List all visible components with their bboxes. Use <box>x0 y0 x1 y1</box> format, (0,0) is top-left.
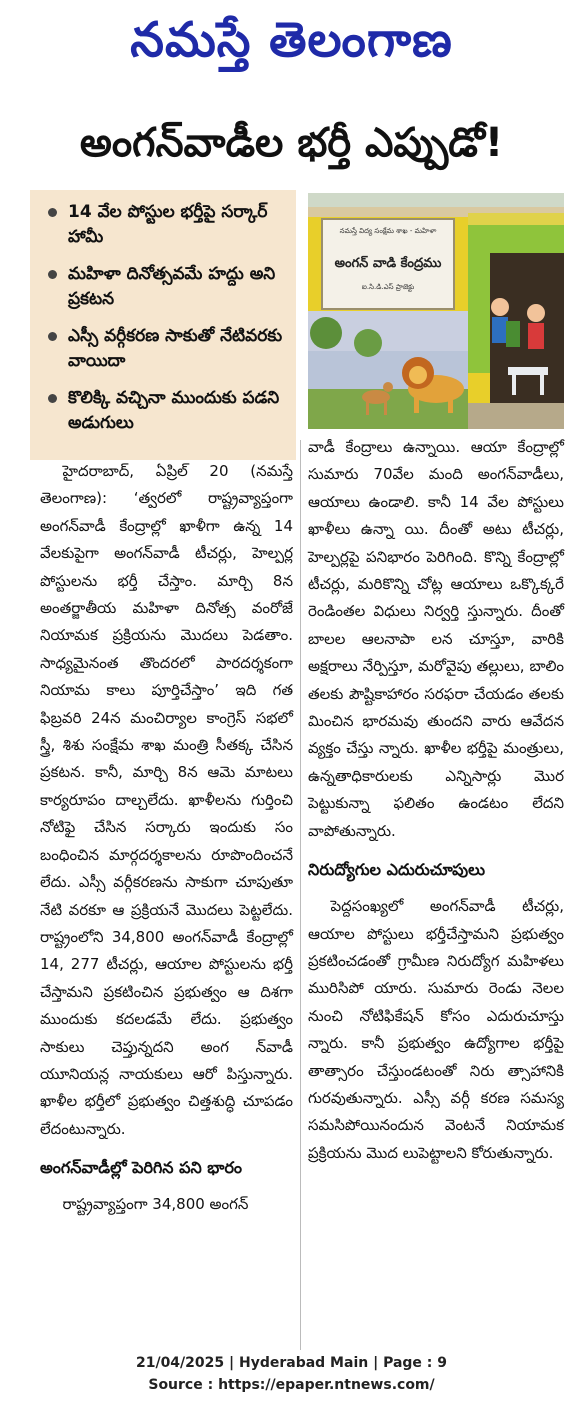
article-paragraph: పెద్దసంఖ్యలో అంగన్‌వాడీ టీచర్లు, ఆయాల పోస్టులు భర్తీచేస్తామని ప్రభుత్వం ప్రకటించడంతో గ్రామీణ నిరుద్యోగ మహిళలు మురిసిపో యారు. సుమారు రెండు నెలల నుంచి నోటిఫికేషన్‌ కోసం ఎదురుచూస్తు న్నారు. కానీ ప్రభుత్వం ఉద్యోగాల భర్తీపై తాత్సారం చేస్తుండటంతో నిరు త్సాహానికి గురవుతున్నారు. ఎస్సీ వర్గీ కరణ సమస్య సమసిపోయినందున వెంటనే నియామక ప్రక్రియను మొద లుపెట్టాలని కోరుతున్నారు. <box>308 897 564 1162</box>
highlight-item: కొలిక్కి వచ్చినా ముందుకు పడని అడుగులు <box>46 386 286 436</box>
anganwadi-photo <box>308 193 564 429</box>
highlight-item: మహిళా దినోత్సవమే హద్దు అని ప్రకటన <box>46 262 286 312</box>
article-left-column <box>40 458 293 1219</box>
sign-top-text: నమస్తే విద్య సంక్షేమ శాఖ - మహిళా <box>339 227 437 235</box>
article-paragraph: రాష్ట్రవ్యాప్తంగా 34,800 అంగన్‌ <box>62 1195 249 1214</box>
newspaper-name: నమస్తే తెలంగాణ <box>130 12 453 68</box>
masthead <box>0 0 583 92</box>
highlight-item: 14 వేల పోస్టుల భర్తీపై సర్కార్‌ హామీ <box>46 200 286 250</box>
highlight-item: ఎస్సీ వర్గీకరణ సాకుతో నేటివరకు వాయిదా <box>46 324 286 374</box>
section-subheading: నిరుద్యోగుల ఎదురుచూపులు <box>308 860 486 880</box>
footer <box>0 1352 583 1396</box>
bullet-icon <box>48 208 57 217</box>
headline-text: అంగన్‌వాడీల భర్తీ ఎప్పుడో! <box>79 120 504 166</box>
article-right-column <box>308 434 564 1167</box>
bullet-icon <box>48 332 57 341</box>
article-paragraph: వాడీ కేంద్రాలు ఉన్నాయి. ఆయా కేంద్రాల్లో సుమారు 70వేల మంది అంగన్‌వాడీలు, ఆయాలు ఉండాలి. కానీ 14 వేల పోస్టులు ఖాళీలు ఉన్నా యి. దీంతో అటు టీచర్లు, హెల్పర్లపై పనిభారం పెరిగింది. కొన్ని కేంద్రాల్లో టీచర్లు, మరికొన్ని చోట్ల ఆయాలు ఒక్కొక్కరే రెండింతల విధులు నిర్వర్తి స్తున్నారు. దీంతో బాలల ఆలనాపా లన చూస్తూ, వారికి అక్షరాలు నేర్పిస్తూ, మరోవైపు తల్లులు, బాలిం తలకు పౌష్టికాహారం సరఫరా చేయడం తలకు మించిన భారమవు తుందని వారు ఆవేదన వ్యక్తం చేస్తు న్నారు. ఖాళీల భర్తీపై మంత్రులు, ఉన్నతాధికారులకు ఎన్నిసార్లు మొర పెట్టుకున్నా ఫలితం ఉండటం లేదని వాపోతున్నారు. <box>308 438 564 840</box>
article-paragraph: హైదరాబాద్‌, ఏప్రిల్‌ 20 (నమస్తే తెలంగాణ): ‘త్వరలో రాష్ట్రవ్యాప్తంగా అంగన్‌వాడీ కేంద్రాల్లో ఖాళీగా ఉన్న 14 వేలకుపైగా అంగన్‌వాడీ టీచర్లు, హెల్పర్ల పోస్టులను భర్తీ చేస్తాం. మార్చి 8న అంతర్జాతీయ మహిళా దినోత్స వంరోజే నియామక ప్రక్రియను మొదలు పెడతాం. సాధ్యమైనంత తొందరలో పారదర్శకంగా నియామ కాలు పూర్తిచేస్తాం’ ఇది గత ఫిబ్రవరి 24న మంచిర్యాల కాంగ్రెస్‌ సభలో స్త్రీ, శిశు సంక్షేమ శాఖ మంత్రి సీతక్క చేసిన ప్రకటన. కానీ, మార్చి 8న ఆమె మాటలు కార్యరూపం దాల్చలేదు. ఖాళీలను గుర్తించి నోటిఫై చేసిన సర్కారు ఇందుకు సం బంధించిన మార్గదర్శకాలను రూపొందించనే లేదు. ఎస్సీ వర్గీకరణను సాకుగా చూపుతూ నేటి వరకూ ఆ ప్రక్రియనే మొదలు పెట్టలేదు. రాష్ట్రంలోని 34,800 అంగన్‌వాడీ కేంద్రాల్లో 14, 277 టీచర్లు, ఆయాల పోస్టులను భర్తీ చేస్తామని ప్రకటించిన ప్రభుత్వం ఆ దిశగా ముందుకు కదలడమే లేదు. ప్రభుత్వం సాకులు చెప్తున్నదని అంగ న్‌వాడీ యూనియన్ల నాయకులు ఆరో పిస్తున్నారు. ఖాళీల భర్తీలో ప్రభుత్వం చిత్తశుద్ధి చూపడం లేదంటున్నారు. <box>40 462 293 1138</box>
column-divider <box>300 440 301 1350</box>
section-subheading: అంగన్‌వాడీల్లో పెరిగిన పని భారం <box>40 1158 243 1178</box>
bullet-icon <box>48 394 57 403</box>
headline <box>0 108 583 188</box>
sign-main-text: అంగన్ వాడి కేంద్రము <box>334 256 442 271</box>
highlights-box <box>30 190 296 460</box>
bullet-icon <box>48 270 57 279</box>
source-info: Source : https://epaper.ntnews.com/ <box>148 1377 435 1393</box>
edition-info: 21/04/2025 | Hyderabad Main | Page : 9 <box>135 1355 448 1371</box>
sign-bottom-text: ఐ.సి.డి.ఎస్ ప్రాజెక్టు <box>361 283 415 291</box>
